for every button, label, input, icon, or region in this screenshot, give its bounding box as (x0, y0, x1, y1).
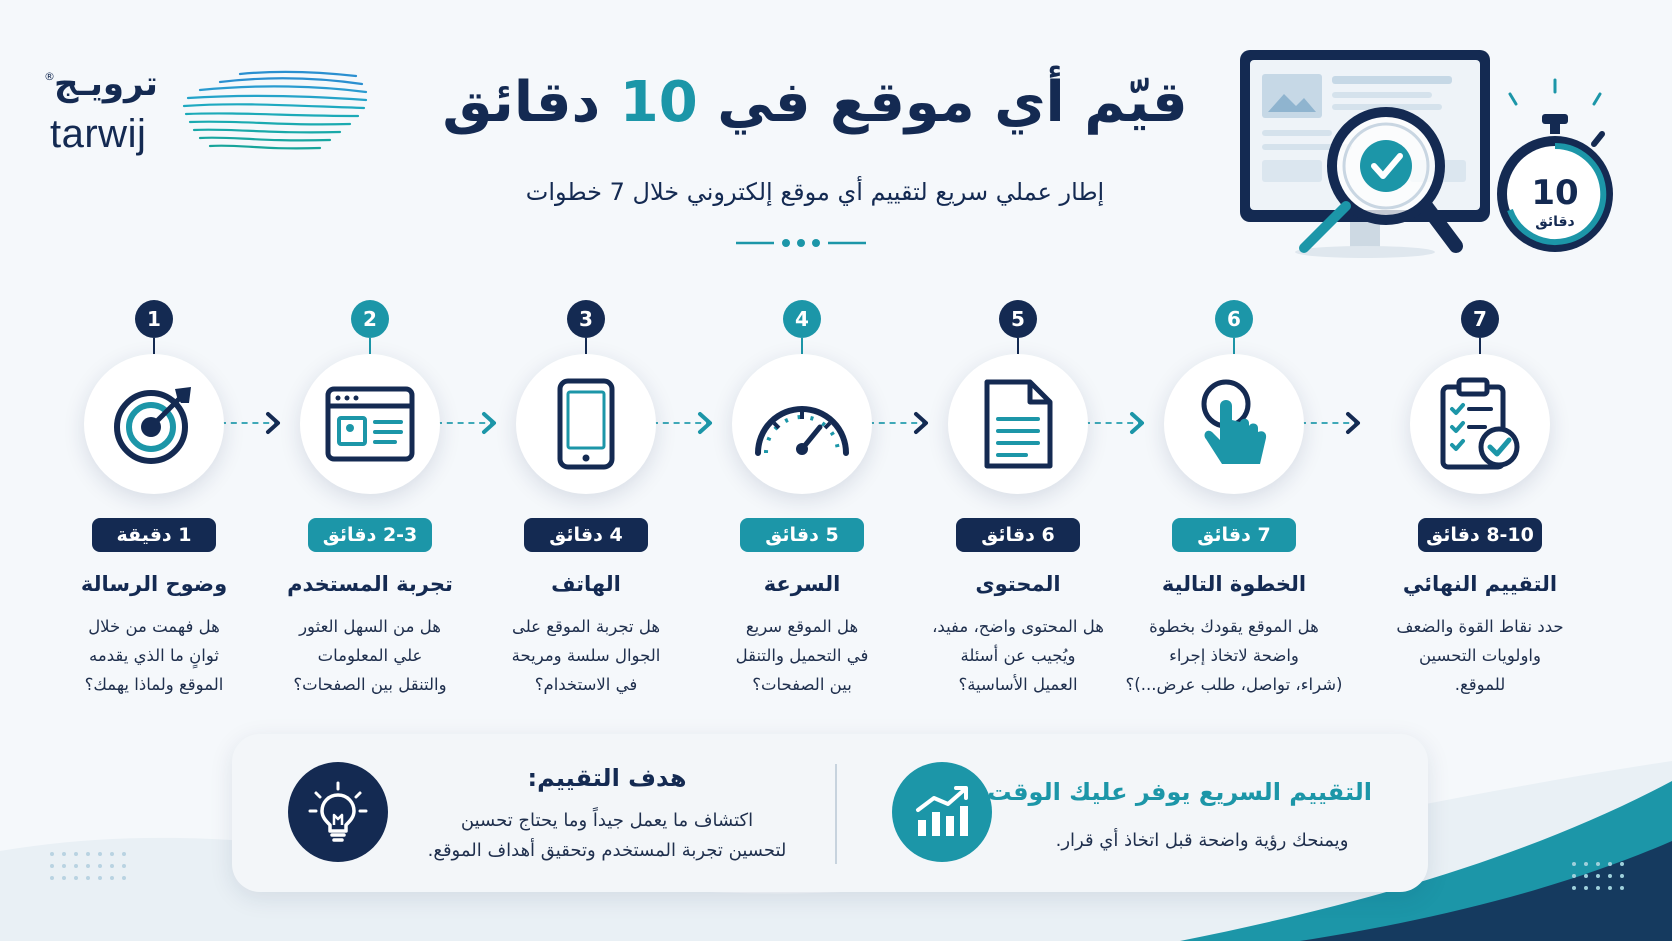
monitor-magnifier-icon (1200, 50, 1620, 280)
step-desc-line: في التحميل والتنقل (735, 646, 869, 665)
step-title: الهاتف (551, 572, 621, 596)
step-desc-line: للموقع. (1454, 675, 1506, 694)
step-description (1360, 612, 1600, 699)
registered-mark: ® (44, 70, 55, 83)
step-icon-circle (1164, 354, 1304, 494)
step-desc-line: الموقع ولماذا يهمك؟ (84, 675, 224, 694)
smartphone-icon (556, 378, 616, 470)
speedometer-icon (750, 389, 854, 459)
step-description (682, 612, 922, 699)
step-time-badge: 8-10 دقائق (1418, 518, 1542, 552)
step-desc-line: العميل الأساسية؟ (958, 675, 1078, 694)
pointer-hand-icon (1194, 378, 1274, 470)
step-title: المحتوى (975, 572, 1061, 596)
summary-card (232, 734, 1428, 892)
chevron-right-icon (910, 411, 934, 435)
benefit-title: التقييم السريع يوفر عليك الوقت (987, 778, 1372, 806)
lightbulb-icon (308, 781, 368, 843)
step-desc-line: بين الصفحات؟ (752, 675, 852, 694)
step-desc-line: والتنقل بين الصفحات؟ (293, 675, 447, 694)
step-number: 7 (1461, 300, 1499, 338)
step-description (466, 612, 706, 699)
step-title: التقييم النهائي (1402, 572, 1558, 596)
step-desc-line: ثوانٍ ما الذي يقدمه (89, 646, 219, 665)
step-time-badge: 5 دقائق (740, 518, 864, 552)
steps-timeline (0, 300, 1672, 700)
growth-chart-icon (912, 784, 972, 840)
step-number: 5 (999, 300, 1037, 338)
step-icon-circle (948, 354, 1088, 494)
step-time-badge: 2-3 دقائق (308, 518, 432, 552)
chevron-right-icon (478, 411, 502, 435)
document-icon (982, 379, 1054, 469)
goal-icon-circle (288, 762, 388, 862)
step-title: السرعة (763, 572, 841, 596)
step-icon-circle (732, 354, 872, 494)
tarwij-logo (44, 64, 374, 174)
step-description (898, 612, 1138, 699)
title-text-post: دقائق (442, 70, 601, 135)
goal-line: اكتشاف ما يعمل جيداً وما يحتاج تحسين (460, 810, 754, 831)
goal-line: لتحسين تجربة المستخدم وتحقيق أهداف الموقع. (427, 840, 787, 861)
step-desc-line: واولويات التحسين (1419, 646, 1541, 665)
step-desc-line: واضحة لاتخاذ إجراء (1169, 646, 1299, 665)
goal-title: هدف التقييم: (527, 764, 687, 792)
step-icon-circle (516, 354, 656, 494)
benefit-text (1032, 826, 1372, 856)
step-desc-line: هل تجربة الموقع على (511, 617, 661, 636)
target-icon (111, 381, 197, 467)
step-title: وضوح الرسالة (80, 572, 228, 596)
goal-text (412, 806, 802, 866)
step-desc-line: في الاستخدام؟ (534, 675, 638, 694)
step-number: 4 (783, 300, 821, 338)
step-time-badge: 6 دقائق (956, 518, 1080, 552)
step-number: 3 (567, 300, 605, 338)
step-number: 6 (1215, 300, 1253, 338)
step-desc-line: الجوال سلسة ومريحة (511, 646, 661, 665)
page-title (430, 70, 1200, 135)
step-desc-line: هل فهمت من خلال (88, 617, 220, 636)
title-text-pre: قيّم أي موقع في (717, 70, 1188, 135)
step-desc-line: علي المعلومات (317, 646, 423, 665)
step-description (34, 612, 274, 699)
step-desc-line: هل الموقع سريع (745, 617, 859, 636)
page-subtitle: إطار عملي سريع لتقييم أي موقع إلكتروني خلال 7 خطوات (525, 178, 1105, 206)
step-title: تجربة المستخدم (287, 572, 453, 596)
hero-timer-unit: دقائق (1535, 214, 1575, 230)
step-time-badge: 4 دقائق (524, 518, 648, 552)
chevron-right-icon (694, 411, 718, 435)
step-time-badge: 1 دقيقة (92, 518, 216, 552)
dot-grid-decoration (1570, 860, 1630, 900)
title-number: 10 (619, 70, 698, 135)
step-desc-line: ويُجيب عن أسئلة (960, 646, 1076, 665)
benefit-line: ويمنحك رؤية واضحة قبل اتخاذ أي قرار. (1055, 830, 1349, 851)
chevron-right-icon (1126, 411, 1150, 435)
title-divider (736, 236, 866, 250)
logo-waves-icon (180, 68, 370, 168)
benefit-icon-circle (892, 762, 992, 862)
logo-latin-text: tarwij (50, 112, 147, 156)
step-description (250, 612, 490, 699)
checklist-icon (1439, 377, 1521, 471)
step-desc-line: حدد نقاط القوة والضعف (1396, 617, 1564, 636)
step-title: الخطوة التالية (1161, 572, 1307, 596)
logo-arabic-text: ترويـج (54, 64, 158, 104)
step-time-badge: 7 دقائق (1172, 518, 1296, 552)
hero-timer-number: 10 (1531, 173, 1579, 213)
step-icon-circle (84, 354, 224, 494)
chevron-right-icon (262, 411, 286, 435)
browser-window-icon (325, 386, 415, 462)
step-desc-line: هل من السهل العثور (299, 617, 441, 636)
step-icon-circle (1410, 354, 1550, 494)
hero-illustration (1200, 50, 1620, 280)
dot-grid-decoration (48, 850, 128, 890)
step-number: 1 (135, 300, 173, 338)
step-description (1114, 612, 1354, 699)
chevron-right-icon (1342, 411, 1366, 435)
step-desc-line: هل المحتوى واضح، مفيد، (932, 617, 1104, 636)
step-desc-line: هل الموقع يقودك بخطوة (1149, 617, 1319, 636)
step-icon-circle (300, 354, 440, 494)
card-divider (835, 764, 837, 864)
step-number: 2 (351, 300, 389, 338)
step-desc-line: (شراء، تواصل، طلب عرض...)؟ (1125, 675, 1343, 694)
